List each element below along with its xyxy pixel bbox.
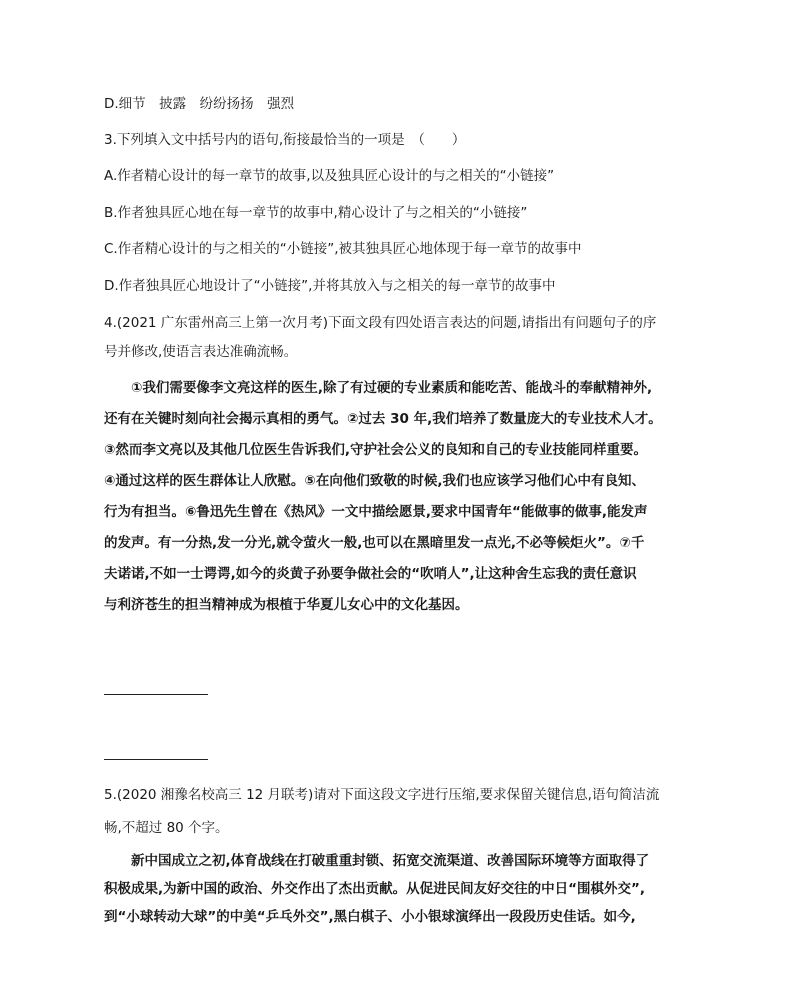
- q2-option-d: D.细节 披露 纷纷扬扬 强烈: [104, 96, 295, 112]
- q5-passage-line: 到“小球转动大球”的中美“乒乓外交”,黑白棋子、小小银球演绎出一段段历史佳话。如今,: [104, 909, 636, 925]
- q4-passage-line: 行为有担当。⑥鲁迅先生曾在《热风》一文中描绘愿景,要求中国青年“能做事的做事,能发声: [104, 504, 648, 520]
- q5-passage-line: 积极成果,为新中国的政治、外交作出了杰出贡献。从促进民间友好交往的中日“围棋外交”,: [104, 881, 646, 897]
- q4-stem-line1: 4.(2021 广东雷州高三上第一次月考)下面文段有四处语言表达的问题,请指出有问题句子的序: [104, 315, 657, 331]
- q5-stem-line1: 5.(2020 湘豫名校高三 12 月联考)请对下面这段文字进行压缩,要求保留关键信息,语句简洁流: [104, 787, 660, 803]
- q4-passage-line: 的发声。有一分热,发一分光,就令萤火一般,也可以在黑暗里发一点光,不必等候炬火”。⑦千: [104, 535, 645, 551]
- q4-passage-line: ①我们需要像李文亮这样的医生,除了有过硬的专业素质和能吃苦、能战斗的奉献精神外,: [104, 380, 653, 396]
- q4-passage: [104, 378, 686, 626]
- q3-option-b: B.作者独具匠心地在每一章节的故事中,精心设计了与之相关的“小链接”: [104, 205, 528, 221]
- q5-passage-line: 新中国成立之初,体育战线在打破重重封锁、拓宽交流渠道、改善国际环境等方面取得了: [104, 853, 650, 869]
- q4-stem-line2: 号并修改,使语言表达准确流畅。: [104, 344, 298, 360]
- q4-passage-line: 夫诺诺,不如一士谔谔,如今的炎黄子孙要争做社会的“吹哨人”,让这种舍生忘我的责任意识: [104, 566, 637, 582]
- q5-stem-line2: 畅,不超过 80 个字。: [104, 820, 229, 836]
- q3-option-d: D.作者独具匠心地设计了“小链接”,并将其放入与之相关的每一章节的故事中: [104, 278, 556, 294]
- q3-option-a: A.作者精心设计的每一章节的故事,以及独具匠心设计的与之相关的“小链接”: [104, 168, 555, 184]
- q4-passage-line: 与利济苍生的担当精神成为根植于华夏儿女心中的文化基因。: [104, 597, 469, 613]
- q4-passage-line: ④通过这样的医生群体让人欣慰。⑤在向他们致敬的时候,我们也应该学习他们心中有良知、: [104, 473, 645, 489]
- q3-option-c: C.作者精心设计的与之相关的“小链接”,被其独具匠心地体现于每一章节的故事中: [104, 241, 582, 257]
- answer-line-2: [104, 759, 208, 760]
- answer-line-1: [104, 694, 208, 695]
- q3-stem: 3.下列填入文中括号内的语句,衔接最恰当的一项是 （ ）: [104, 132, 466, 148]
- q4-passage-line: 还有在关键时刻向社会揭示真相的勇气。②过去 30 年,我们培养了数量庞大的专业技术人才。: [104, 411, 662, 427]
- q4-passage-line: ③然而李文亮以及其他几位医生告诉我们,守护社会公义的良知和自己的专业技能同样重要。: [104, 442, 648, 458]
- q5-passage: [104, 851, 686, 935]
